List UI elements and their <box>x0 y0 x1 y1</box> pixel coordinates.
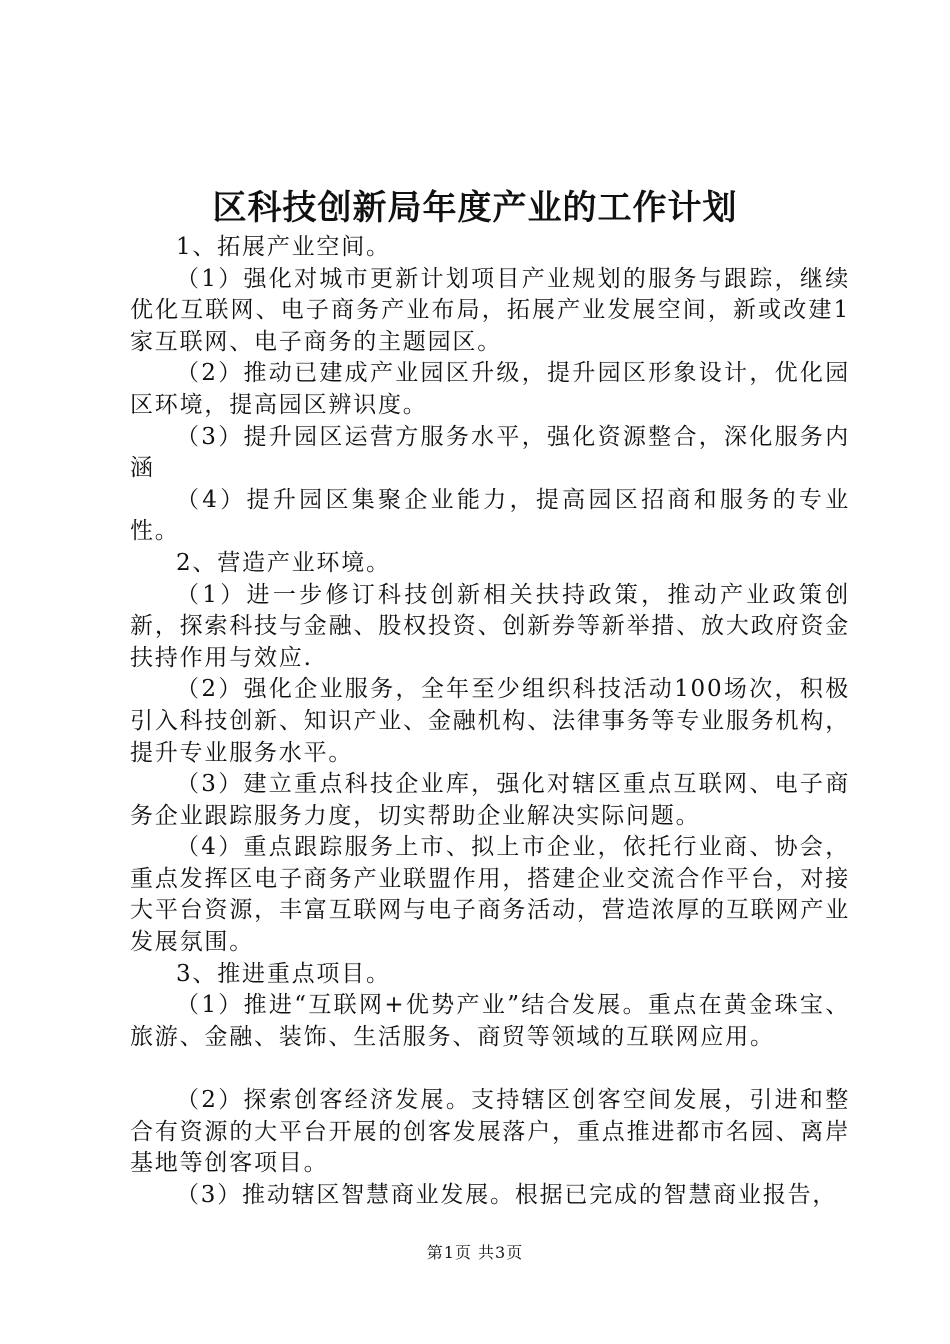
blank-line <box>130 1053 850 1085</box>
section-heading-1: 1、拓展产业空间。 <box>176 234 391 260</box>
document-body <box>130 232 850 1211</box>
paragraph-3-1: （1）推进“互联网+优势产业”结合发展。重点在黄金珠宝、旅游、金融、装饰、生活服务、商贸等领域的互联网应用。 <box>130 992 850 1050</box>
paragraph-1-2: （2）推动已建成产业园区升级，提升园区形象设计，优化园区环境，提高园区辨识度。 <box>130 360 850 418</box>
paragraph-3-3: （3）推动辖区智慧商业发展。根据已完成的智慧商业报告， <box>176 1181 838 1208</box>
paragraph-2-2: （2）强化企业服务，全年至少组织科技活动100场次，积极引入科技创新、知识产业、金融机构、法律事务等专业服务机构，提升专业服务水平。 <box>130 676 850 766</box>
document-title: 区科技创新局年度产业的工作计划 <box>212 188 738 228</box>
section-heading-3: 3、推进重点项目。 <box>176 960 391 987</box>
paragraph-2-3: （3）建立重点科技企业库，强化对辖区重点互联网、电子商务企业跟踪服务力度，切实帮助企业解决实际问题。 <box>130 771 850 829</box>
paragraph-1-4: （4）提升园区集聚企业能力，提高园区招商和服务的专业性。 <box>130 486 850 545</box>
paragraph-3-2: （2）探索创客经济发展。支持辖区创客空间发展，引进和整合有资源的大平台开展的创客发展落户，重点推进都市名园、离岸基地等创客项目。 <box>130 1087 850 1177</box>
paragraph-1-1: （1）强化对城市更新计划项目产业规划的服务与跟踪，继续优化互联网、电子商务产业布局，拓展产业发展空间，新或改建1家互联网、电子商务的主题园区。 <box>130 265 850 355</box>
section-heading-2: 2、营造产业环境。 <box>176 549 391 576</box>
page-footer: 第1页 共3页 <box>426 1243 524 1262</box>
paragraph-2-1: （1）进一步修订科技创新相关扶持政策，推动产业政策创新，探索科技与金融、股权投资、创新券等新举措、放大政府资金扶持作用与效应. <box>130 581 850 671</box>
paragraph-1-3: （3）提升园区运营方服务水平，强化资源整合，深化服务内涵 <box>130 423 850 482</box>
paragraph-2-4: （4）重点跟踪服务上市、拟上市企业，依托行业商、协会，重点发挥区电子商务产业联盟作用，搭建企业交流合作平台，对接大平台资源，丰富互联网与电子商务活动，营造浓厚的互联网产业发展氛围。 <box>130 834 850 956</box>
